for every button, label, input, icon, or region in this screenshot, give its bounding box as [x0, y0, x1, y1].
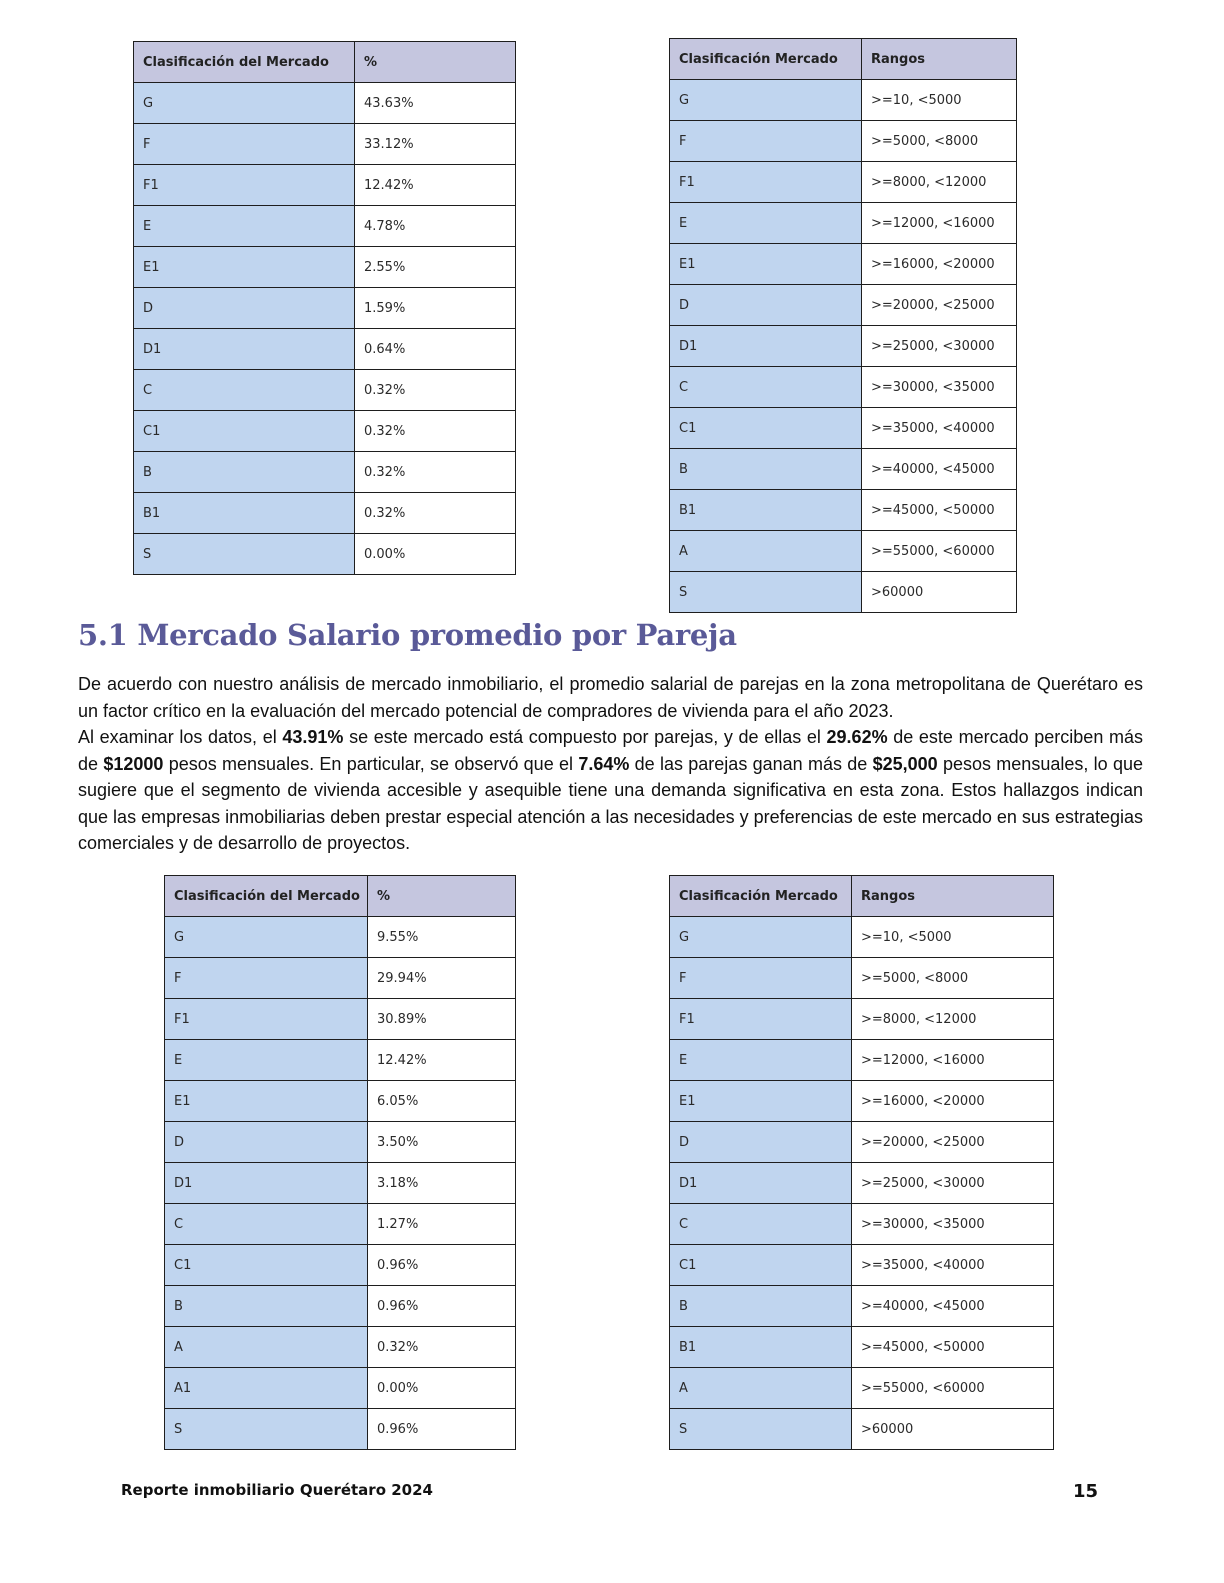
cell-value: 33.12%: [355, 124, 516, 165]
cell-classification: G: [134, 83, 355, 124]
highlight-high-income-threshold: $25,000: [872, 753, 938, 774]
table-row: [670, 326, 1017, 367]
cell-value: >=40000, <45000: [852, 1286, 1054, 1327]
highlight-couples-percent: 43.91%: [282, 727, 344, 747]
table-row: [165, 1204, 516, 1245]
cell-value: 12.42%: [368, 1040, 516, 1081]
table-row: [670, 449, 1017, 490]
cell-value: >=8000, <12000: [862, 162, 1017, 203]
footer-report-title: Reporte inmobiliario Querétaro 2024: [121, 1481, 433, 1499]
text-segment: pesos mensuales, lo que sugiere que el segmento de vivienda accesible y asequible tiene una demanda significativa en esta zona. Estos hallazgos indican que las empresas inmobiliarias deben prestar especial atención a las necesidades y preferencias de este mercado en sus estrategias comerciales y de desarrollo de proyectos.: [78, 753, 1143, 853]
table-row: [134, 288, 516, 329]
cell-value: >=10, <5000: [862, 80, 1017, 121]
cell-classification: B: [134, 452, 355, 493]
table-row: [670, 1368, 1054, 1409]
cell-classification: G: [165, 917, 368, 958]
table-header-row: [670, 876, 1054, 917]
cell-classification: S: [670, 572, 862, 613]
highlight-market-percent: 29.62%: [826, 727, 888, 747]
cell-classification: F: [670, 121, 862, 162]
table-row: [134, 165, 516, 206]
section-body: [78, 671, 1143, 857]
table-row: [670, 1163, 1054, 1204]
cell-value: >=55000, <60000: [862, 531, 1017, 572]
table-row: [670, 572, 1017, 613]
cell-value: 0.00%: [368, 1368, 516, 1409]
cell-classification: D: [670, 1122, 852, 1163]
cell-value: >=40000, <45000: [862, 449, 1017, 490]
table-row: [165, 1163, 516, 1204]
cell-value: 0.96%: [368, 1245, 516, 1286]
cell-value: >=12000, <16000: [862, 203, 1017, 244]
table-row: [670, 999, 1054, 1040]
cell-value: >=5000, <8000: [852, 958, 1054, 999]
cell-classification: B: [670, 449, 862, 490]
cell-value: 4.78%: [355, 206, 516, 247]
cell-value: >=20000, <25000: [862, 285, 1017, 326]
cell-classification: C: [134, 370, 355, 411]
table-row: [670, 408, 1017, 449]
cell-classification: A: [670, 1368, 852, 1409]
table-row: [165, 1409, 516, 1450]
cell-classification: F: [670, 958, 852, 999]
section-title: 5.1 Mercado Salario promedio por Pareja: [78, 618, 737, 652]
cell-value: >=45000, <50000: [852, 1327, 1054, 1368]
cell-value: >=30000, <35000: [852, 1204, 1054, 1245]
table-row: [134, 329, 516, 370]
table-row: [670, 1327, 1054, 1368]
cell-classification: C: [165, 1204, 368, 1245]
table-row: [670, 244, 1017, 285]
cell-value: 30.89%: [368, 999, 516, 1040]
cell-value: >=30000, <35000: [862, 367, 1017, 408]
table-header-row: [134, 42, 516, 83]
header-classification: Clasificación del Mercado: [134, 42, 355, 83]
cell-classification: B1: [134, 493, 355, 534]
cell-value: 0.32%: [368, 1327, 516, 1368]
table-row: [670, 490, 1017, 531]
header-classification: Clasificación del Mercado: [165, 876, 368, 917]
cell-value: 0.32%: [355, 411, 516, 452]
cell-value: 2.55%: [355, 247, 516, 288]
cell-value: 12.42%: [355, 165, 516, 206]
table-row: [134, 370, 516, 411]
cell-value: 0.64%: [355, 329, 516, 370]
cell-value: 6.05%: [368, 1081, 516, 1122]
table-row: [670, 1040, 1054, 1081]
table-row: [165, 1245, 516, 1286]
cell-value: >=16000, <20000: [862, 244, 1017, 285]
cell-value: 29.94%: [368, 958, 516, 999]
table-row: [134, 83, 516, 124]
cell-value: >=25000, <30000: [852, 1163, 1054, 1204]
table-row: [134, 124, 516, 165]
cell-classification: D1: [134, 329, 355, 370]
cell-classification: D1: [165, 1163, 368, 1204]
market-percent-table-2: [164, 875, 516, 1450]
highlight-high-income-percent: 7.64%: [578, 753, 630, 774]
cell-classification: F: [165, 958, 368, 999]
cell-classification: C: [670, 1204, 852, 1245]
paragraph-findings: [78, 724, 1143, 857]
paragraph-intro: De acuerdo con nuestro análisis de mercado inmobiliario, el promedio salarial de parejas en la zona metropolitana de Querétaro es un factor crítico en la evaluación del mercado potencial de compradores de vivienda para el año 2023.: [78, 674, 1143, 721]
table-row: [134, 206, 516, 247]
table-row: [670, 531, 1017, 572]
cell-classification: F: [134, 124, 355, 165]
table-row: [670, 80, 1017, 121]
table-row: [134, 247, 516, 288]
table-row: [670, 162, 1017, 203]
cell-value: 1.27%: [368, 1204, 516, 1245]
cell-classification: A: [670, 531, 862, 572]
cell-classification: C1: [165, 1245, 368, 1286]
table-row: [670, 1204, 1054, 1245]
cell-value: >=16000, <20000: [852, 1081, 1054, 1122]
table-row: [670, 1286, 1054, 1327]
cell-classification: F1: [670, 162, 862, 203]
table-row: [165, 1040, 516, 1081]
cell-value: >=8000, <12000: [852, 999, 1054, 1040]
cell-classification: B: [670, 1286, 852, 1327]
cell-classification: E1: [670, 1081, 852, 1122]
cell-classification: C1: [670, 408, 862, 449]
cell-classification: A1: [165, 1368, 368, 1409]
cell-value: 0.32%: [355, 370, 516, 411]
cell-classification: S: [670, 1409, 852, 1450]
table-row: [670, 917, 1054, 958]
cell-classification: A: [165, 1327, 368, 1368]
cell-classification: B1: [670, 1327, 852, 1368]
cell-value: 9.55%: [368, 917, 516, 958]
cell-classification: E: [134, 206, 355, 247]
cell-value: 0.96%: [368, 1409, 516, 1450]
cell-value: >=35000, <40000: [852, 1245, 1054, 1286]
cell-value: 43.63%: [355, 83, 516, 124]
cell-value: >=35000, <40000: [862, 408, 1017, 449]
table-row: [165, 1327, 516, 1368]
cell-value: >=5000, <8000: [862, 121, 1017, 162]
cell-value: 3.50%: [368, 1122, 516, 1163]
cell-classification: E1: [134, 247, 355, 288]
cell-value: 0.96%: [368, 1286, 516, 1327]
header-ranges: Rangos: [852, 876, 1054, 917]
header-percent: %: [368, 876, 516, 917]
cell-value: >=25000, <30000: [862, 326, 1017, 367]
cell-value: 1.59%: [355, 288, 516, 329]
market-percent-table-1: [133, 41, 516, 575]
table-row: [134, 452, 516, 493]
table-row: [165, 917, 516, 958]
cell-classification: F1: [165, 999, 368, 1040]
table-row: [134, 493, 516, 534]
text-segment: pesos mensuales. En particular, se observó que el: [163, 753, 579, 774]
cell-value: >60000: [852, 1409, 1054, 1450]
highlight-income-threshold: $12000: [103, 753, 164, 774]
cell-classification: S: [134, 534, 355, 575]
cell-value: 0.00%: [355, 534, 516, 575]
table-row: [165, 1122, 516, 1163]
table-row: [670, 1409, 1054, 1450]
cell-classification: D: [165, 1122, 368, 1163]
cell-classification: C1: [670, 1245, 852, 1286]
market-ranges-table-2: [669, 875, 1054, 1450]
cell-classification: F1: [134, 165, 355, 206]
cell-classification: B1: [670, 490, 862, 531]
cell-classification: D1: [670, 326, 862, 367]
cell-classification: E1: [670, 244, 862, 285]
text-segment: Al examinar los datos, el: [78, 727, 283, 747]
cell-classification: E1: [165, 1081, 368, 1122]
page-number: 15: [1072, 1481, 1098, 1502]
cell-value: 3.18%: [368, 1163, 516, 1204]
table-row: [165, 1081, 516, 1122]
cell-classification: G: [670, 80, 862, 121]
cell-classification: E: [670, 203, 862, 244]
header-classification: Clasificación Mercado: [670, 39, 862, 80]
cell-classification: E: [165, 1040, 368, 1081]
table-row: [670, 121, 1017, 162]
text-segment: de este mercado perciben más de: [78, 727, 1143, 774]
cell-classification: S: [165, 1409, 368, 1450]
table-row: [670, 1122, 1054, 1163]
table-row: [670, 203, 1017, 244]
cell-classification: F1: [670, 999, 852, 1040]
cell-value: >=55000, <60000: [852, 1368, 1054, 1409]
header-classification: Clasificación Mercado: [670, 876, 852, 917]
cell-value: >60000: [862, 572, 1017, 613]
table-row: [670, 1081, 1054, 1122]
market-ranges-table-1: [669, 38, 1017, 613]
table-row: [670, 958, 1054, 999]
cell-classification: C1: [134, 411, 355, 452]
cell-value: >=12000, <16000: [852, 1040, 1054, 1081]
cell-value: >=45000, <50000: [862, 490, 1017, 531]
table-row: [165, 1286, 516, 1327]
header-percent: %: [355, 42, 516, 83]
cell-classification: B: [165, 1286, 368, 1327]
table-row: [670, 1245, 1054, 1286]
cell-classification: D1: [670, 1163, 852, 1204]
cell-value: 0.32%: [355, 493, 516, 534]
table-header-row: [165, 876, 516, 917]
cell-value: 0.32%: [355, 452, 516, 493]
table-row: [165, 1368, 516, 1409]
table-row: [165, 958, 516, 999]
table-row: [134, 411, 516, 452]
table-row: [670, 285, 1017, 326]
table-row: [134, 534, 516, 575]
table-row: [670, 367, 1017, 408]
cell-classification: D: [670, 285, 862, 326]
cell-classification: E: [670, 1040, 852, 1081]
header-ranges: Rangos: [862, 39, 1017, 80]
table-header-row: [670, 39, 1017, 80]
table-row: [165, 999, 516, 1040]
cell-value: >=20000, <25000: [852, 1122, 1054, 1163]
text-segment: de las parejas ganan más de: [629, 753, 873, 774]
cell-classification: C: [670, 367, 862, 408]
cell-classification: G: [670, 917, 852, 958]
text-segment: se este mercado está compuesto por parejas, y de ellas el: [343, 727, 827, 747]
cell-value: >=10, <5000: [852, 917, 1054, 958]
cell-classification: D: [134, 288, 355, 329]
